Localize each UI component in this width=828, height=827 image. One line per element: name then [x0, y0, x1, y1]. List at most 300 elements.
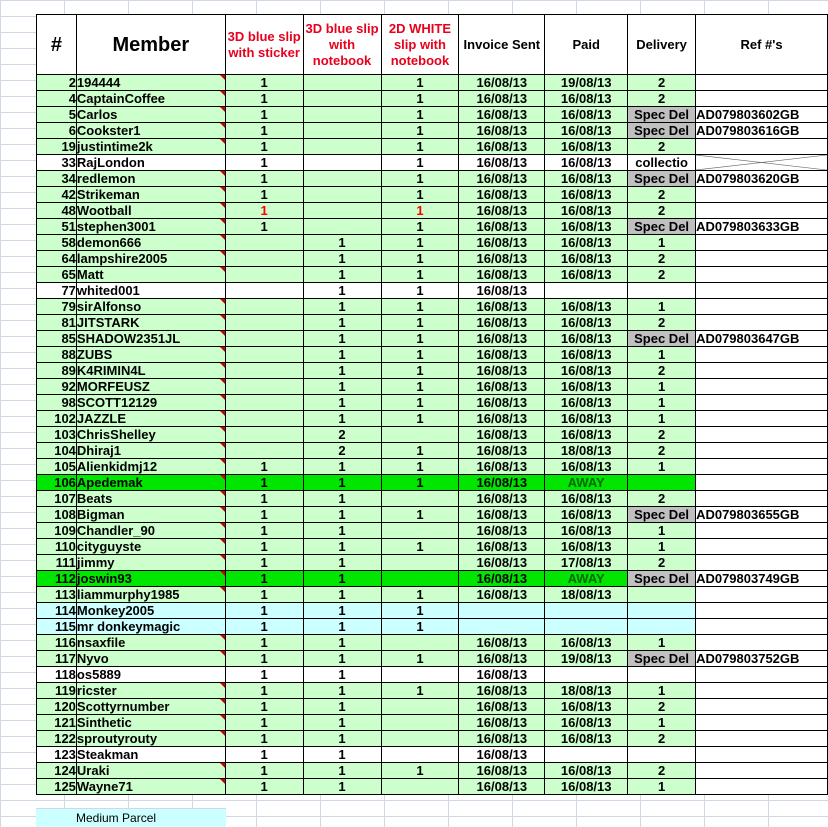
row-number-cell[interactable]: 115	[37, 619, 77, 635]
member-cell[interactable]: Steakman	[76, 747, 225, 763]
row-number-cell[interactable]: 119	[37, 683, 77, 699]
paid-cell[interactable]: 16/08/13	[545, 107, 628, 123]
delivery-cell[interactable]: Spec Del	[628, 219, 696, 235]
row-number-cell[interactable]: 121	[37, 715, 77, 731]
qty-3d-blue-notebook-cell[interactable]: 1	[303, 747, 381, 763]
qty-3d-blue-sticker-cell[interactable]: 1	[225, 571, 303, 587]
member-cell[interactable]: Matt	[76, 267, 225, 283]
delivery-cell[interactable]: 2	[628, 363, 696, 379]
qty-3d-blue-sticker-cell[interactable]: 1	[225, 539, 303, 555]
delivery-cell[interactable]	[628, 619, 696, 635]
header-3d-blue-sticker[interactable]: 3D blue slip with sticker	[225, 15, 303, 75]
invoice-sent-cell[interactable]: 16/08/13	[459, 507, 545, 523]
row-number-cell[interactable]: 48	[37, 203, 77, 219]
delivery-cell[interactable]: 2	[628, 315, 696, 331]
invoice-sent-cell[interactable]: 16/08/13	[459, 635, 545, 651]
paid-cell[interactable]: 16/08/13	[545, 539, 628, 555]
paid-cell[interactable]: 16/08/13	[545, 123, 628, 139]
invoice-sent-cell[interactable]: 16/08/13	[459, 763, 545, 779]
qty-3d-blue-sticker-cell[interactable]: 1	[225, 139, 303, 155]
invoice-sent-cell[interactable]: 16/08/13	[459, 779, 545, 795]
row-number-cell[interactable]: 34	[37, 171, 77, 187]
ref-cell[interactable]	[696, 203, 828, 219]
row-number-cell[interactable]: 65	[37, 267, 77, 283]
qty-2d-white-notebook-cell[interactable]: 1	[381, 539, 459, 555]
member-cell[interactable]: ChrisShelley	[76, 427, 225, 443]
qty-3d-blue-notebook-cell[interactable]: 1	[303, 651, 381, 667]
ref-cell[interactable]	[696, 475, 828, 491]
qty-3d-blue-sticker-cell[interactable]: 1	[225, 219, 303, 235]
delivery-cell[interactable]	[628, 603, 696, 619]
qty-3d-blue-sticker-cell[interactable]: 1	[225, 203, 303, 219]
qty-3d-blue-notebook-cell[interactable]: 1	[303, 235, 381, 251]
qty-3d-blue-sticker-cell[interactable]: 1	[225, 187, 303, 203]
delivery-cell[interactable]: 1	[628, 379, 696, 395]
invoice-sent-cell[interactable]: 16/08/13	[459, 219, 545, 235]
ref-cell[interactable]: AD079803749GB	[696, 571, 828, 587]
member-cell[interactable]: os5889	[76, 667, 225, 683]
member-cell[interactable]: Beats	[76, 491, 225, 507]
invoice-sent-cell[interactable]: 16/08/13	[459, 75, 545, 91]
paid-cell[interactable]: 16/08/13	[545, 171, 628, 187]
invoice-sent-cell[interactable]: 16/08/13	[459, 651, 545, 667]
row-number-cell[interactable]: 51	[37, 219, 77, 235]
delivery-cell[interactable]: 1	[628, 539, 696, 555]
qty-2d-white-notebook-cell[interactable]: 1	[381, 459, 459, 475]
header-2d-white-notebook[interactable]: 2D WHITE slip with notebook	[381, 15, 459, 75]
header-num[interactable]: #	[37, 15, 77, 75]
invoice-sent-cell[interactable]: 16/08/13	[459, 475, 545, 491]
qty-3d-blue-sticker-cell[interactable]: 1	[225, 555, 303, 571]
invoice-sent-cell[interactable]: 16/08/13	[459, 427, 545, 443]
invoice-sent-cell[interactable]: 16/08/13	[459, 459, 545, 475]
delivery-cell[interactable]: 1	[628, 683, 696, 699]
invoice-sent-cell[interactable]: 16/08/13	[459, 251, 545, 267]
qty-3d-blue-notebook-cell[interactable]: 1	[303, 699, 381, 715]
row-number-cell[interactable]: 117	[37, 651, 77, 667]
invoice-sent-cell[interactable]: 16/08/13	[459, 299, 545, 315]
ref-cell[interactable]: AD079803647GB	[696, 331, 828, 347]
invoice-sent-cell[interactable]: 16/08/13	[459, 331, 545, 347]
qty-3d-blue-notebook-cell[interactable]: 2	[303, 443, 381, 459]
member-cell[interactable]: ZUBS	[76, 347, 225, 363]
delivery-cell[interactable]	[628, 283, 696, 299]
member-cell[interactable]: demon666	[76, 235, 225, 251]
paid-cell[interactable]: 16/08/13	[545, 699, 628, 715]
delivery-cell[interactable]: 2	[628, 251, 696, 267]
row-number-cell[interactable]: 102	[37, 411, 77, 427]
ref-cell[interactable]	[696, 539, 828, 555]
invoice-sent-cell[interactable]: 16/08/13	[459, 683, 545, 699]
qty-3d-blue-sticker-cell[interactable]: 1	[225, 603, 303, 619]
delivery-cell[interactable]: 1	[628, 299, 696, 315]
qty-3d-blue-notebook-cell[interactable]: 1	[303, 683, 381, 699]
member-cell[interactable]: Cookster1	[76, 123, 225, 139]
qty-3d-blue-sticker-cell[interactable]	[225, 347, 303, 363]
qty-2d-white-notebook-cell[interactable]: 1	[381, 331, 459, 347]
qty-3d-blue-sticker-cell[interactable]: 1	[225, 651, 303, 667]
row-number-cell[interactable]: 108	[37, 507, 77, 523]
member-cell[interactable]: Wootball	[76, 203, 225, 219]
delivery-cell[interactable]	[628, 667, 696, 683]
paid-cell[interactable]: 16/08/13	[545, 91, 628, 107]
qty-2d-white-notebook-cell[interactable]: 1	[381, 91, 459, 107]
qty-2d-white-notebook-cell[interactable]: 1	[381, 219, 459, 235]
qty-3d-blue-notebook-cell[interactable]: 1	[303, 523, 381, 539]
delivery-cell[interactable]: 1	[628, 459, 696, 475]
paid-cell[interactable]: 16/08/13	[545, 203, 628, 219]
delivery-cell[interactable]: 2	[628, 91, 696, 107]
qty-3d-blue-notebook-cell[interactable]: 1	[303, 507, 381, 523]
row-number-cell[interactable]: 104	[37, 443, 77, 459]
paid-cell[interactable]	[545, 667, 628, 683]
member-cell[interactable]: RajLondon	[76, 155, 225, 171]
qty-3d-blue-sticker-cell[interactable]	[225, 443, 303, 459]
invoice-sent-cell[interactable]: 16/08/13	[459, 555, 545, 571]
qty-3d-blue-sticker-cell[interactable]: 1	[225, 667, 303, 683]
paid-cell[interactable]: 16/08/13	[545, 315, 628, 331]
invoice-sent-cell[interactable]: 16/08/13	[459, 267, 545, 283]
paid-cell[interactable]	[545, 603, 628, 619]
qty-3d-blue-notebook-cell[interactable]: 1	[303, 459, 381, 475]
qty-3d-blue-notebook-cell[interactable]	[303, 171, 381, 187]
row-number-cell[interactable]: 118	[37, 667, 77, 683]
delivery-cell[interactable]	[628, 747, 696, 763]
row-number-cell[interactable]: 123	[37, 747, 77, 763]
member-cell[interactable]: Chandler_90	[76, 523, 225, 539]
paid-cell[interactable]	[545, 747, 628, 763]
member-cell[interactable]: Apedemak	[76, 475, 225, 491]
member-cell[interactable]: Monkey2005	[76, 603, 225, 619]
qty-3d-blue-sticker-cell[interactable]: 1	[225, 683, 303, 699]
invoice-sent-cell[interactable]: 16/08/13	[459, 139, 545, 155]
qty-3d-blue-sticker-cell[interactable]: 1	[225, 699, 303, 715]
paid-cell[interactable]: 16/08/13	[545, 731, 628, 747]
member-cell[interactable]: MORFEUSZ	[76, 379, 225, 395]
qty-3d-blue-sticker-cell[interactable]: 1	[225, 123, 303, 139]
row-number-cell[interactable]: 89	[37, 363, 77, 379]
qty-3d-blue-sticker-cell[interactable]: 1	[225, 635, 303, 651]
paid-cell[interactable]: 16/08/13	[545, 299, 628, 315]
ref-cell[interactable]	[696, 731, 828, 747]
header-ref[interactable]: Ref #'s	[696, 15, 828, 75]
ref-cell[interactable]	[696, 347, 828, 363]
paid-cell[interactable]: 16/08/13	[545, 763, 628, 779]
row-number-cell[interactable]: 98	[37, 395, 77, 411]
qty-3d-blue-sticker-cell[interactable]: 1	[225, 747, 303, 763]
qty-2d-white-notebook-cell[interactable]	[381, 731, 459, 747]
delivery-cell[interactable]: 2	[628, 427, 696, 443]
qty-3d-blue-sticker-cell[interactable]: 1	[225, 731, 303, 747]
row-number-cell[interactable]: 113	[37, 587, 77, 603]
ref-cell[interactable]: AD079803620GB	[696, 171, 828, 187]
header-delivery[interactable]: Delivery	[628, 15, 696, 75]
delivery-cell[interactable]: 2	[628, 731, 696, 747]
qty-3d-blue-sticker-cell[interactable]: 1	[225, 523, 303, 539]
paid-cell[interactable]: 16/08/13	[545, 155, 628, 171]
invoice-sent-cell[interactable]: 16/08/13	[459, 187, 545, 203]
qty-3d-blue-notebook-cell[interactable]: 1	[303, 379, 381, 395]
qty-2d-white-notebook-cell[interactable]	[381, 523, 459, 539]
qty-3d-blue-notebook-cell[interactable]	[303, 91, 381, 107]
delivery-cell[interactable]: 1	[628, 235, 696, 251]
qty-3d-blue-notebook-cell[interactable]: 1	[303, 539, 381, 555]
delivery-cell[interactable]: 2	[628, 491, 696, 507]
member-cell[interactable]: Bigman	[76, 507, 225, 523]
paid-cell[interactable]: 18/08/13	[545, 443, 628, 459]
qty-3d-blue-sticker-cell[interactable]: 1	[225, 171, 303, 187]
paid-cell[interactable]: 16/08/13	[545, 219, 628, 235]
qty-3d-blue-sticker-cell[interactable]	[225, 363, 303, 379]
member-cell[interactable]: ricster	[76, 683, 225, 699]
qty-3d-blue-sticker-cell[interactable]	[225, 267, 303, 283]
invoice-sent-cell[interactable]: 16/08/13	[459, 283, 545, 299]
qty-2d-white-notebook-cell[interactable]: 1	[381, 475, 459, 491]
ref-cell[interactable]	[696, 363, 828, 379]
qty-3d-blue-sticker-cell[interactable]: 1	[225, 763, 303, 779]
ref-cell[interactable]	[696, 555, 828, 571]
ref-cell[interactable]	[696, 491, 828, 507]
qty-3d-blue-sticker-cell[interactable]: 1	[225, 459, 303, 475]
row-number-cell[interactable]: 92	[37, 379, 77, 395]
qty-2d-white-notebook-cell[interactable]: 1	[381, 683, 459, 699]
row-number-cell[interactable]: 88	[37, 347, 77, 363]
invoice-sent-cell[interactable]: 16/08/13	[459, 107, 545, 123]
ref-cell[interactable]: AD079803655GB	[696, 507, 828, 523]
delivery-cell[interactable]: 2	[628, 443, 696, 459]
paid-cell[interactable]: 16/08/13	[545, 491, 628, 507]
delivery-cell[interactable]: 2	[628, 203, 696, 219]
ref-cell[interactable]	[696, 635, 828, 651]
header-invoice-sent[interactable]: Invoice Sent	[459, 15, 545, 75]
member-cell[interactable]: nsaxfile	[76, 635, 225, 651]
paid-cell[interactable]: 19/08/13	[545, 651, 628, 667]
qty-2d-white-notebook-cell[interactable]: 1	[381, 347, 459, 363]
member-cell[interactable]: K4RIMIN4L	[76, 363, 225, 379]
invoice-sent-cell[interactable]: 16/08/13	[459, 315, 545, 331]
header-member[interactable]: Member	[76, 15, 225, 75]
ref-cell[interactable]	[696, 443, 828, 459]
paid-cell[interactable]: 16/08/13	[545, 331, 628, 347]
qty-2d-white-notebook-cell[interactable]: 1	[381, 363, 459, 379]
invoice-sent-cell[interactable]: 16/08/13	[459, 235, 545, 251]
qty-3d-blue-notebook-cell[interactable]	[303, 139, 381, 155]
member-cell[interactable]: Wayne71	[76, 779, 225, 795]
member-cell[interactable]: whited001	[76, 283, 225, 299]
qty-3d-blue-notebook-cell[interactable]: 1	[303, 315, 381, 331]
row-number-cell[interactable]: 116	[37, 635, 77, 651]
invoice-sent-cell[interactable]: 16/08/13	[459, 155, 545, 171]
invoice-sent-cell[interactable]: 16/08/13	[459, 347, 545, 363]
row-number-cell[interactable]: 109	[37, 523, 77, 539]
delivery-cell[interactable]: 1	[628, 411, 696, 427]
paid-cell[interactable]: 16/08/13	[545, 379, 628, 395]
qty-3d-blue-notebook-cell[interactable]: 1	[303, 363, 381, 379]
delivery-cell[interactable]: Spec Del	[628, 123, 696, 139]
row-number-cell[interactable]: 33	[37, 155, 77, 171]
paid-cell[interactable]: 16/08/13	[545, 251, 628, 267]
qty-3d-blue-notebook-cell[interactable]: 1	[303, 603, 381, 619]
qty-3d-blue-notebook-cell[interactable]	[303, 107, 381, 123]
ref-cell[interactable]	[696, 763, 828, 779]
ref-cell[interactable]	[696, 587, 828, 603]
ref-cell[interactable]	[696, 683, 828, 699]
member-cell[interactable]: CaptainCoffee	[76, 91, 225, 107]
row-number-cell[interactable]: 114	[37, 603, 77, 619]
paid-cell[interactable]: 16/08/13	[545, 635, 628, 651]
qty-3d-blue-notebook-cell[interactable]: 2	[303, 427, 381, 443]
invoice-sent-cell[interactable]: 16/08/13	[459, 667, 545, 683]
qty-3d-blue-notebook-cell[interactable]	[303, 123, 381, 139]
member-cell[interactable]: JITSTARK	[76, 315, 225, 331]
row-number-cell[interactable]: 112	[37, 571, 77, 587]
qty-3d-blue-sticker-cell[interactable]	[225, 251, 303, 267]
ref-cell[interactable]	[696, 299, 828, 315]
row-number-cell[interactable]: 2	[37, 75, 77, 91]
ref-cell[interactable]	[696, 411, 828, 427]
qty-3d-blue-notebook-cell[interactable]: 1	[303, 587, 381, 603]
invoice-sent-cell[interactable]: 16/08/13	[459, 491, 545, 507]
qty-2d-white-notebook-cell[interactable]: 1	[381, 235, 459, 251]
ref-cell[interactable]: AD079803602GB	[696, 107, 828, 123]
paid-cell[interactable]: 16/08/13	[545, 139, 628, 155]
ref-cell[interactable]	[696, 427, 828, 443]
qty-3d-blue-sticker-cell[interactable]	[225, 283, 303, 299]
delivery-cell[interactable]: collectio	[628, 155, 696, 171]
member-cell[interactable]: 194444	[76, 75, 225, 91]
qty-2d-white-notebook-cell[interactable]	[381, 667, 459, 683]
invoice-sent-cell[interactable]: 16/08/13	[459, 203, 545, 219]
qty-2d-white-notebook-cell[interactable]: 1	[381, 155, 459, 171]
invoice-sent-cell[interactable]: 16/08/13	[459, 587, 545, 603]
qty-3d-blue-notebook-cell[interactable]: 1	[303, 571, 381, 587]
qty-2d-white-notebook-cell[interactable]: 1	[381, 187, 459, 203]
qty-2d-white-notebook-cell[interactable]: 1	[381, 107, 459, 123]
delivery-cell[interactable]: Spec Del	[628, 171, 696, 187]
qty-3d-blue-sticker-cell[interactable]: 1	[225, 587, 303, 603]
paid-cell[interactable]	[545, 619, 628, 635]
row-number-cell[interactable]: 110	[37, 539, 77, 555]
delivery-cell[interactable]: Spec Del	[628, 651, 696, 667]
qty-3d-blue-sticker-cell[interactable]	[225, 315, 303, 331]
qty-3d-blue-notebook-cell[interactable]: 1	[303, 555, 381, 571]
qty-2d-white-notebook-cell[interactable]: 1	[381, 251, 459, 267]
ref-cell[interactable]	[696, 395, 828, 411]
row-number-cell[interactable]: 106	[37, 475, 77, 491]
invoice-sent-cell[interactable]: 16/08/13	[459, 523, 545, 539]
delivery-cell[interactable]: 2	[628, 139, 696, 155]
paid-cell[interactable]: 16/08/13	[545, 395, 628, 411]
qty-2d-white-notebook-cell[interactable]	[381, 555, 459, 571]
qty-2d-white-notebook-cell[interactable]: 1	[381, 299, 459, 315]
paid-cell[interactable]: 16/08/13	[545, 347, 628, 363]
row-number-cell[interactable]: 6	[37, 123, 77, 139]
qty-2d-white-notebook-cell[interactable]: 1	[381, 443, 459, 459]
qty-2d-white-notebook-cell[interactable]: 1	[381, 379, 459, 395]
qty-3d-blue-sticker-cell[interactable]: 1	[225, 779, 303, 795]
qty-2d-white-notebook-cell[interactable]: 1	[381, 267, 459, 283]
qty-2d-white-notebook-cell[interactable]: 1	[381, 203, 459, 219]
invoice-sent-cell[interactable]: 16/08/13	[459, 123, 545, 139]
ref-cell[interactable]	[696, 139, 828, 155]
invoice-sent-cell[interactable]: 16/08/13	[459, 715, 545, 731]
qty-2d-white-notebook-cell[interactable]	[381, 635, 459, 651]
paid-cell[interactable]: 16/08/13	[545, 507, 628, 523]
header-3d-blue-notebook[interactable]: 3D blue slip with notebook	[303, 15, 381, 75]
invoice-sent-cell[interactable]: 16/08/13	[459, 571, 545, 587]
paid-cell[interactable]: 16/08/13	[545, 267, 628, 283]
qty-3d-blue-sticker-cell[interactable]: 1	[225, 91, 303, 107]
qty-3d-blue-notebook-cell[interactable]: 1	[303, 411, 381, 427]
delivery-cell[interactable]: 1	[628, 347, 696, 363]
qty-3d-blue-sticker-cell[interactable]: 1	[225, 491, 303, 507]
delivery-cell[interactable]: 1	[628, 523, 696, 539]
qty-2d-white-notebook-cell[interactable]	[381, 699, 459, 715]
invoice-sent-cell[interactable]: 16/08/13	[459, 443, 545, 459]
qty-3d-blue-notebook-cell[interactable]	[303, 155, 381, 171]
ref-cell[interactable]	[696, 667, 828, 683]
row-number-cell[interactable]: 120	[37, 699, 77, 715]
qty-3d-blue-notebook-cell[interactable]	[303, 219, 381, 235]
ref-cell[interactable]: AD079803752GB	[696, 651, 828, 667]
qty-3d-blue-notebook-cell[interactable]: 1	[303, 779, 381, 795]
qty-2d-white-notebook-cell[interactable]	[381, 427, 459, 443]
qty-3d-blue-sticker-cell[interactable]	[225, 379, 303, 395]
member-cell[interactable]: Alienkidmj12	[76, 459, 225, 475]
member-cell[interactable]: Strikeman	[76, 187, 225, 203]
qty-2d-white-notebook-cell[interactable]: 1	[381, 395, 459, 411]
ref-cell[interactable]	[696, 379, 828, 395]
paid-cell[interactable]: 16/08/13	[545, 363, 628, 379]
qty-3d-blue-sticker-cell[interactable]: 1	[225, 619, 303, 635]
qty-2d-white-notebook-cell[interactable]	[381, 715, 459, 731]
qty-3d-blue-sticker-cell[interactable]	[225, 235, 303, 251]
qty-2d-white-notebook-cell[interactable]: 1	[381, 75, 459, 91]
member-cell[interactable]: justintime2k	[76, 139, 225, 155]
ref-cell[interactable]	[696, 251, 828, 267]
paid-cell[interactable]: 16/08/13	[545, 427, 628, 443]
header-paid[interactable]: Paid	[545, 15, 628, 75]
delivery-cell[interactable]: 2	[628, 267, 696, 283]
paid-cell[interactable]: 18/08/13	[545, 683, 628, 699]
paid-cell[interactable]: 16/08/13	[545, 459, 628, 475]
invoice-sent-cell[interactable]	[459, 603, 545, 619]
ref-cell[interactable]	[696, 715, 828, 731]
row-number-cell[interactable]: 81	[37, 315, 77, 331]
ref-cell[interactable]: AD079803633GB	[696, 219, 828, 235]
qty-3d-blue-notebook-cell[interactable]: 1	[303, 635, 381, 651]
delivery-cell[interactable]: Spec Del	[628, 107, 696, 123]
qty-3d-blue-sticker-cell[interactable]	[225, 395, 303, 411]
member-cell[interactable]: jimmy	[76, 555, 225, 571]
delivery-cell[interactable]: 2	[628, 699, 696, 715]
qty-2d-white-notebook-cell[interactable]: 1	[381, 283, 459, 299]
qty-3d-blue-sticker-cell[interactable]	[225, 331, 303, 347]
qty-3d-blue-notebook-cell[interactable]: 1	[303, 763, 381, 779]
row-number-cell[interactable]: 124	[37, 763, 77, 779]
qty-3d-blue-notebook-cell[interactable]: 1	[303, 299, 381, 315]
paid-cell[interactable]	[545, 283, 628, 299]
delivery-cell[interactable]: Spec Del	[628, 331, 696, 347]
row-number-cell[interactable]: 58	[37, 235, 77, 251]
qty-3d-blue-sticker-cell[interactable]: 1	[225, 507, 303, 523]
delivery-cell[interactable]: 1	[628, 715, 696, 731]
qty-2d-white-notebook-cell[interactable]: 1	[381, 587, 459, 603]
qty-2d-white-notebook-cell[interactable]	[381, 779, 459, 795]
qty-3d-blue-notebook-cell[interactable]	[303, 187, 381, 203]
delivery-cell[interactable]: 1	[628, 395, 696, 411]
qty-3d-blue-notebook-cell[interactable]: 1	[303, 667, 381, 683]
